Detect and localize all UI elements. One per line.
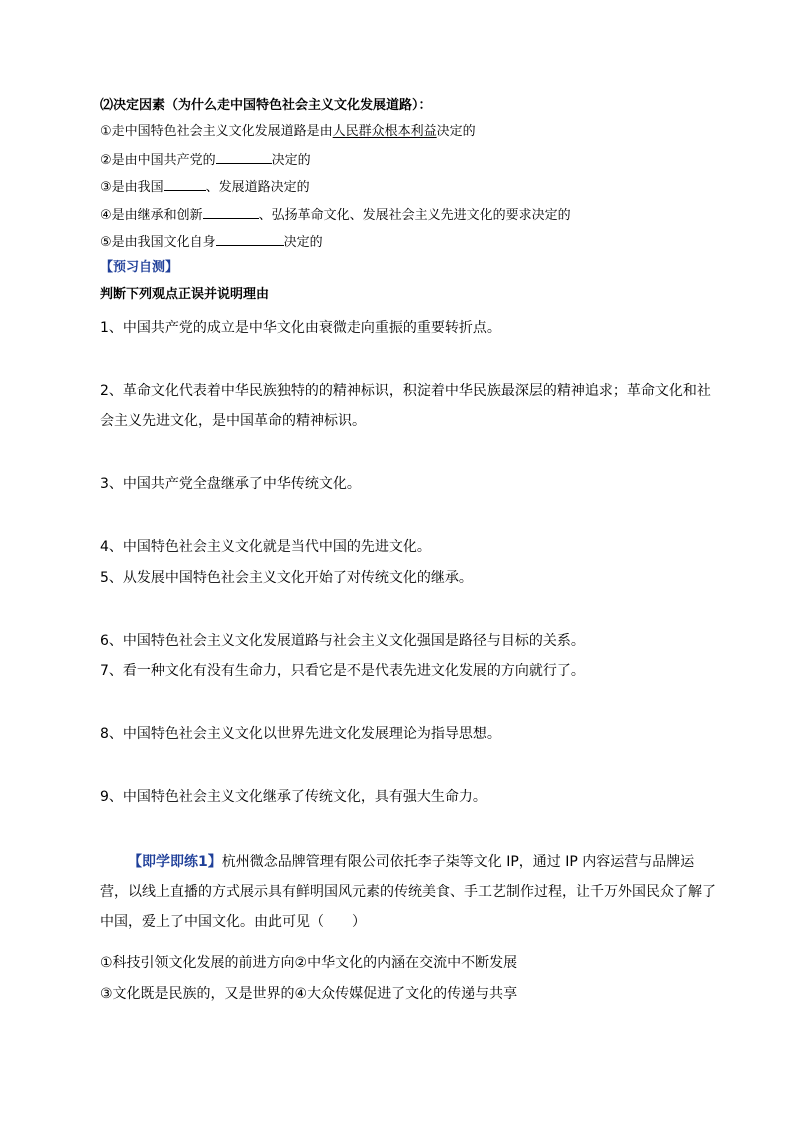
factor-4-suffix: 、弘扬革命文化、发展社会主义先进文化的要求决定的 [258, 208, 571, 223]
factor-5-prefix: ⑤是由我国文化自身 [100, 235, 216, 250]
statement-4: 4、中国特色社会主义文化就是当代中国的先进文化。 [100, 539, 431, 555]
exercise-options-2: ③文化既是民族的，又是世界的④大众传媒促进了文化的传递与共享 [100, 986, 518, 1002]
factor-5-blank [216, 231, 284, 246]
statement-5: 5、从发展中国特色社会主义文化开始了对传统文化的继承。 [100, 570, 473, 586]
statement-7: 7、看一种文化有没有生命力，只看它是不是代表先进文化发展的方向就行了。 [100, 663, 585, 679]
factor-2-blank [216, 149, 272, 164]
statement-6: 6、中国特色社会主义文化发展道路与社会主义文化强国是路径与目标的关系。 [100, 633, 585, 649]
factor-4-prefix: ④是由继承和创新 [100, 208, 203, 223]
factor-5 [100, 231, 323, 253]
exercise-tag: 【即学即练1】 [128, 854, 222, 870]
factor-3-blank [164, 176, 206, 191]
factor-1-underlined: 人民群众根本利益 [332, 124, 437, 139]
statement-9: 9、中国特色社会主义文化继承了传统文化，具有强大生命力。 [100, 789, 487, 805]
factor-4 [100, 204, 571, 226]
factor-2-prefix: ②是由中国共产党的 [100, 153, 216, 168]
factor-1-suffix: 决定的 [436, 124, 476, 139]
section-heading: ⑵决定因素（为什么走中国特色社会主义文化发展道路）： [100, 98, 432, 113]
preview-instruction: 判断下列观点正误并说明理由 [100, 287, 270, 302]
factor-1-prefix: ①走中国特色社会主义文化发展道路是由 [100, 124, 333, 139]
statement-3: 3、中国共产党全盘继承了中华传统文化。 [100, 476, 361, 492]
factor-5-suffix: 决定的 [283, 235, 323, 250]
factor-3 [100, 176, 310, 198]
statement-2: 2、革命文化代表着中华民族独特的的精神标识，积淀着中华民族最深层的精神追求；革命文化和社会主义先进文化，是中国革命的精神标识。 [100, 383, 711, 429]
preview-tag: 【预习自测】 [100, 260, 179, 275]
factor-2 [100, 149, 311, 171]
factor-3-suffix: 、发展道路决定的 [205, 180, 310, 195]
factor-3-prefix: ③是由我国 [100, 180, 164, 195]
exercise-options-1: ①科技引领文化发展的前进方向②中华文化的内涵在交流中不断发展 [100, 955, 518, 971]
factor-1 [100, 122, 476, 142]
factor-4-blank [203, 204, 259, 219]
exercise-text: 杭州微念品牌管理有限公司依托李子柒等文化 IP，通过 IP 内容运营与品牌运营，以线上直播的方式展示具有鲜明国风元素的传统美食、手工艺制作过程，让千万外国民众了解了中国，爱上了中国文化。由此可见（ ） [100, 854, 716, 930]
exercise-paragraph [100, 847, 720, 937]
statement-1: 1、中国共产党的成立是中华文化由衰微走向重振的重要转折点。 [100, 320, 501, 336]
statement-8: 8、中国特色社会主义文化以世界先进文化发展理论为指导思想。 [100, 726, 501, 742]
factor-2-suffix: 决定的 [271, 153, 311, 168]
